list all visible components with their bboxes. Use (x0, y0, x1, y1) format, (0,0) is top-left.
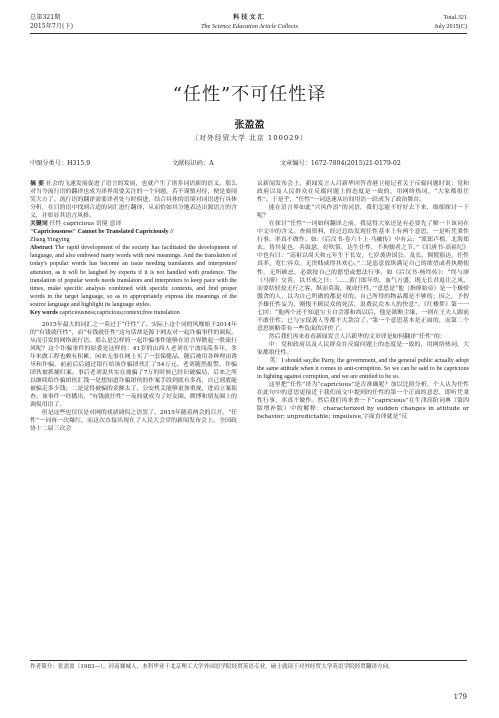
journal-name-cn: 科技文汇 (233, 14, 266, 21)
abstract-en-text: The rapid development of the society has facilitated the development of language, and also endowed many words with new meanings. And the translation of today's popular words has become an issue needing translators and interpreters' attention, as it will be laughed by experts if it is not handled with prudence. The translation of popular words needs translators and interpreters to keep pace with the times, make specific analysis combined with specific contexts, and find proper words in the target language, so as to appropriately express the meanings of the source language and highlight its language styles. (30, 245, 237, 308)
body-paragraph: 这里把“任性”译为“capricious”是否准确呢？加以比照分析，个人认为任性在此句中的意思更接近于我们前文中提到的任性的第一个正面的意思，即听凭秉性行事，率真不做作。然后我们再来查一下“capricious”在牛津高阶词典（第四版增补版）中的解释：characterized by sudden changes in attitude or behavior; unpredictable; impulsive,字面直译就是“反 (257, 382, 469, 421)
body-paragraph: 但是这些也仅仅是对网的戏谑调侃之语罢了。2015年随着两会的召开，“任性”一词再一次爆红，而这次直接出现在了人民大会堂的新闻发布会上。全国政协十二届三次会 (30, 410, 237, 433)
abstract-en (30, 244, 237, 308)
abstract-cn-label: 摘 要 (30, 180, 45, 187)
keywords-cn-label: 关键词 (30, 220, 48, 228)
keywords-en-text: capriciousness;capricious;context;free translation (57, 309, 180, 316)
total-issue-en: Total.321 (443, 14, 467, 21)
issue-date-cn: 2015年7月(下) (30, 23, 74, 30)
body-paragraph: 2015年最大的词汇之一莫过于“任性”了。实际上这个词的风靡始于2014年的“有钱就任性”，而“有钱就任性”这句话却是源于网友对一起诈骗事件的调侃。从而引发的网络流行语。那么是怎样的一起诈骗事件能够在语言界掀起一股流行风呢？这个诈骗事件的原委是这样的：41岁的山西人老刘在宁波闯荡多年，多年来做工程也颇有积累，闲来无事在网上买了一套保健品，随后被用各种理由诱导和诈骗，前前后后通过银行给该诈骗团伙汇了54万元。老刘随然报警，诈骗团伙被抓捕归案。事后老刘说其实在被骗了7万的时候已经识破骗局，后来之所以继续给诈骗团伙汇钱一是想知道诈骗团伙的作案手段到底有多高，自己到底能被骗走多少钱；二是觉得被骗的金额太了，公安机关能够更加重视，进而立案侦查。该事件一经播出，“有钱就任性”一夜间就成为了好友圈、微博和朋友圈上的调侃用语了。 (30, 321, 237, 409)
article-author: 张盈盈 (234, 120, 265, 131)
keywords-en-label: Key words (30, 309, 58, 316)
keywords-cn (30, 220, 237, 228)
abstract-cn (30, 180, 237, 220)
example-chinese: 中：党和政府以及人民群众在反腐问题上的态度是一致的，用网络热词，大家都很任性。 (257, 341, 469, 356)
author-affiliation: （对外经贸大学 北京 100029） (191, 134, 308, 142)
document-code: 文献标识码：A (172, 160, 214, 167)
clc-number: 中图分类号：H315.9 (30, 160, 91, 167)
title-en: "Capriciousness" Cannot be Translated Capriciously // (30, 229, 174, 236)
body-paragraph: 在探讨“任性”一词如何翻译之前，我觉得大家还是有必要先了解一下该词在中文中的含义。查阅资料，经过总结发现任性基本上有两个意思，一是听凭秉性行事，率真不做作。如:《后汉书·卷六十上·马融传》中有云：“派郎卢植，北海郑玄，皆其徒也，善鼓瑟，好吹笛，达生任性，不拘儒者之节。”《旧唐书·高祖纪》中也有曰：“高祖以周天和元年生于长安，七岁袭唐国公。及长，倜傥豁达，任性真率，宽仁容众。无贵贱咸得其欢心。”二是恣意放纵满足自己的欲望或者执拗使性，无所顾忌，必欲按自己的愿望或想法行事。如《后汉书·杨终传》：“终与廖（马廖）交善，以书戒之曰：‘……黄门郎年幼，血气方盛，既无长君退让之风，而要结轻狡无行之客，纵而莫诲，视成任性，’”意思是“他（指廖始帝）是一个极骄傲贪的人，以为自己所做的都是对的，自己所得的物品都是不够的；因之，予智予雄任性妄为，刚愎不顾民众的死活，浪费民众本人的快意”。《红楼梦》第一一七回：“他两个还不知道宝玉自会那和尚以后，他是欲断尘缘，一则在王夫人跟前不敢任性，已与宝钗袭人等都不大款洽了。”第一个意思基本是正面的，而第二个意思则略带有一些负面的评价了。 (257, 221, 469, 332)
article-number: 文章编号：1672-7894(2015)21-0179-02 (280, 160, 401, 167)
body-paragraph: 议新闻发布会上，新闻发言人吕新华回答香港卫视记者关于反腐问题时说：党和政府以及人民群众在反腐问题上的态度是一致的，用网络热词，“大家都很任性”。于是乎，“任性”一词迅速从坊间用语一跃成为了政治舞台。 (257, 181, 469, 204)
author-note: 作者简介：张盈盈（1983—），河南襄城人，本科毕业于北京理工大学外国语学院经贸英语专业，硕士就读于对外经贸大学英语学院经贸翻译方向。 (30, 664, 394, 670)
body-paragraph: 能在语言界如此“兴风作浪”的词语，我们怎能不好好去下来，细细探讨一下呢？ (257, 205, 469, 220)
header-rule (30, 33, 467, 34)
left-column (30, 180, 237, 433)
issue-number: 总第321期 (30, 14, 61, 21)
keywords-cn-text: 任性 capricious 语境 意译 (47, 221, 122, 228)
journal-name-en: The Science Education Article Collects (201, 23, 298, 30)
abstract-en-label: Abstract (30, 245, 53, 252)
author-en: Zhang Yingying (30, 237, 70, 244)
right-column (257, 180, 469, 421)
abstract-cn-text: 社会的飞速发展促进了语言的发展，也就产生了诸多词语新的语义。那么对当今流行语的翻译也成为译界需要关注的一个问题，若不谨慎对待，便是要闹笑大方了。流行语的翻译需要译者处与时俱进，结合具体的语境对词语进行具体分析，在目的语中找到合适的词汇进行翻译，从而恰如其分地表达出源语言的含义，并彰显其语言风格。 (30, 181, 237, 220)
example-english: 英：I should say,the Party, the government, and the general public actually adopt the same attitude when it comes to anti-corruption. So we can be said to be capricious in fighting against corruption, and we are entitled to be so. (257, 358, 469, 381)
footnote-rule (30, 660, 467, 661)
page-number: 179 (453, 693, 467, 701)
article-title: “任性”不可任性译 (172, 84, 327, 105)
issue-date-en: July 2015(C) (434, 23, 467, 30)
keywords-en (30, 309, 237, 317)
body-paragraph: 然后我们再来看看新闻发言人吕新华的文章译是如何翻译“任性”的： (268, 333, 446, 340)
